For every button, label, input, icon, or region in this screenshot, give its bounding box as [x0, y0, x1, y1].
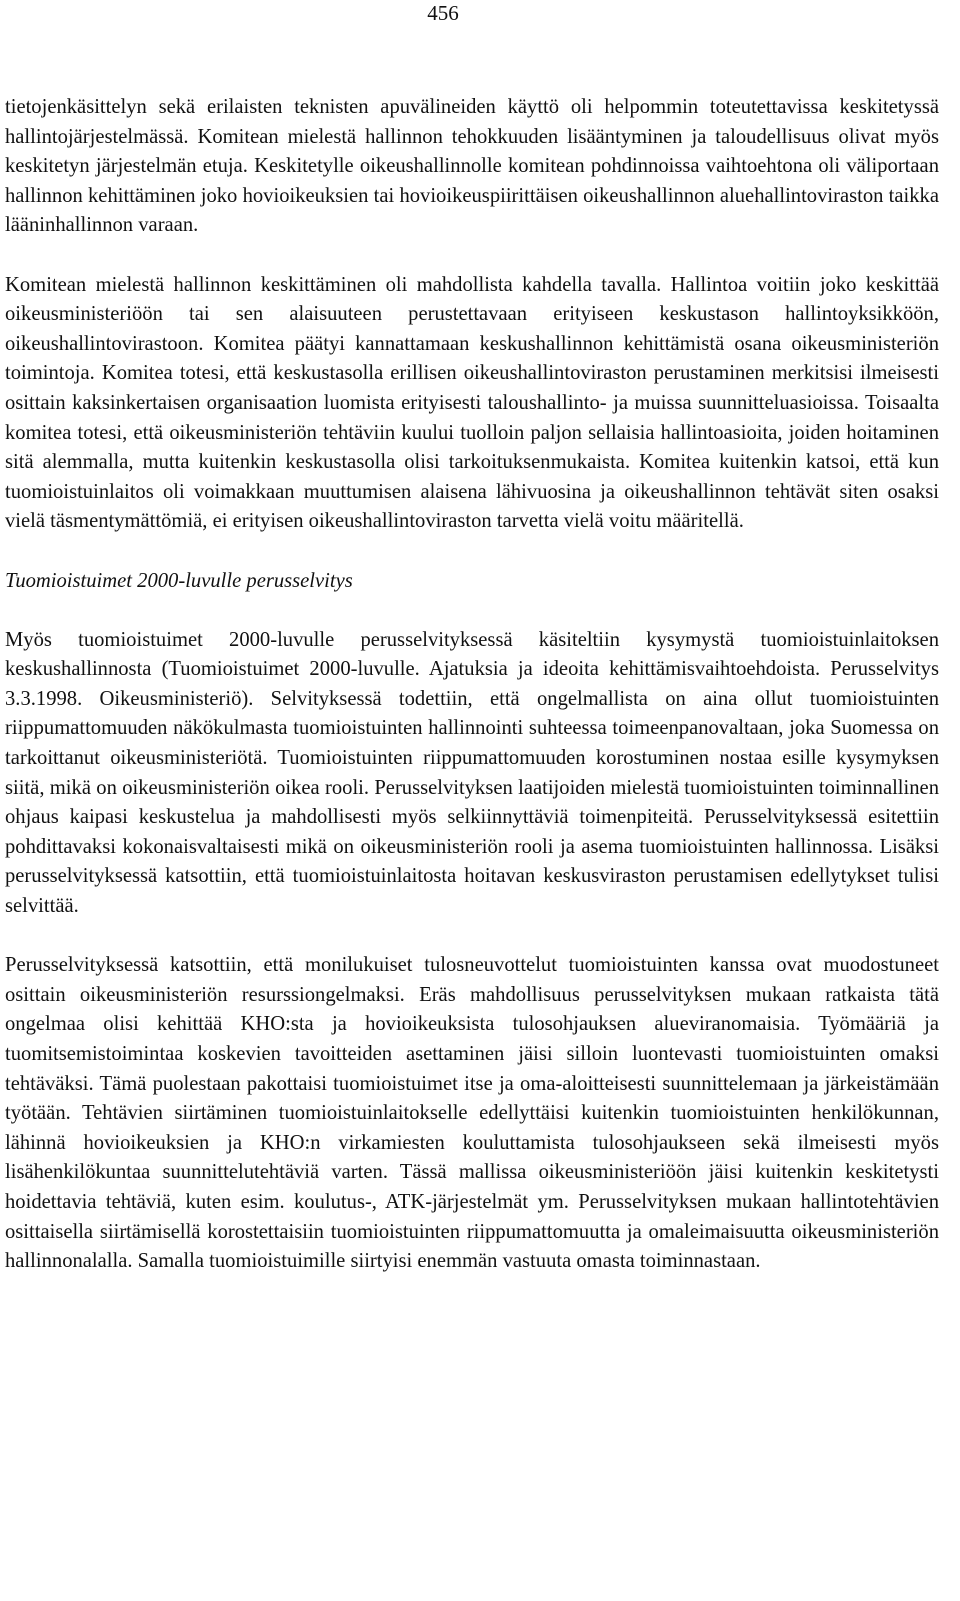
- paragraph-3: Myös tuomioistuimet 2000-luvulle perusselvityksessä käsiteltiin kysymystä tuomioistuinlaitoksen keskushallinnosta (Tuomioistuimet 2000-luvulle. Ajatuksia ja ideoita kehittämisvaihtoehdoista. Perusselvitys 3.3.1998. Oikeusministeriö). Selvityksessä todettiin, että ongelmallista on aina ollut tuomioistuinten riippumattomuuden näkökulmasta tuomioistuinten hallinnointi suhteessa toimeenpanovaltaan, joka Suomessa on tarkoittanut oikeusministeriötä. Tuomioistuinten riippumattomuuden korostuminen nostaa esille kysymyksen siitä, mikä on oikeusministeriön oikea rooli. Perusselvityksen laatijoiden mielestä tuomioistuinten toiminnallinen ohjaus kaipasi keskustelua ja mahdollisesti myös selkiinnyttäviä toimenpiteitä. Perusselvityksessä esitettiin pohdittavaksi kokonaisvaltaisesti mikä on oikeusministeriön rooli ja asema tuomioistuinten hallinnossa. Lisäksi perusselvityksessä katsottiin, että tuomioistuinlaitosta hoitavan keskusviraston perustamisen edellytykset tulisi selvittää.: [5, 628, 939, 918]
- paragraph-gap: [5, 241, 939, 271]
- paragraph-gap: [5, 922, 939, 952]
- document-body: [5, 93, 939, 1277]
- paragraph-gap: [5, 537, 939, 567]
- paragraph-gap: [5, 596, 939, 626]
- paragraph-1: tietojenkäsittelyn sekä erilaisten teknisten apuvälineiden käyttö oli helpommin toteutettavissa keskitetyssä hallintojärjestelmässä. Komitean mielestä hallinnon tehokkuuden lisääntyminen ja taloudellisuus olivat myös keskitetyn järjestelmän etuja. Keskitetylle oikeushallinnolle komitean pohdinnoissa vaihtoehtona oli väliportaan hallinnon kehittäminen joko hovioikeuksien tai hovioikeuspiirittäisen oikeushallinnon aluehallintoviraston taikka lääninhallinnon varaan.: [5, 96, 939, 237]
- paragraph-4: Perusselvityksessä katsottiin, että monilukuiset tulosneuvottelut tuomioistuinten kanssa ovat muodostuneet osittain oikeusministeriön resurssiongelmaksi. Eräs mahdollisuus perusselvityksen mukaan ratkaista tätä ongelmaa olisi kehittää KHO:sta ja hovioikeuksista tulosohjauksen alueviranomaisia. Työmääriä ja tuomitsemistoimintaa koskevien tavoitteiden asettaminen jäisi silloin luontevasti tuomioistuinten omaksi tehtäväksi. Tämä puolestaan pakottaisi tuomioistuimet itse ja oma-aloitteisesti suunnittelemaan ja järkeistämään työtään. Tehtävien siirtäminen tuomioistuinlaitokselle edellyttäisi kuitenkin tuomioistuinten henkilökunnan, lähinnä hovioikeuksien ja KHO:n virkamiesten kouluttamista tulosohjaukseen sekä ilmeisesti myös lisähenkilökuntaa suunnittelutehtäviä varten. Tässä mallissa oikeusministeriöön jäisi kuitenkin keskitetysti hoidettavia tehtäviä, kuten esim. koulutus-, ATK-järjestelmät ym. Perusselvityksen mukaan hallintotehtävien osittaisella siirtämisellä korostettaisiin tuomioistuinten riippumattomuutta ja omaleimaisuutta oikeusministeriön hallinnonalalla. Samalla tuomioistuimille siirtyisi enemmän vastuuta omasta toiminnastaan.: [5, 954, 939, 1273]
- page-number: 456: [427, 1, 459, 25]
- paragraph-2: Komitean mielestä hallinnon keskittäminen oli mahdollista kahdella tavalla. Hallintoa voitiin joko keskittää oikeusministeriöön tai sen alaisuuteen perustettavaan erityiseen keskustason hallintoyksikköön, oikeushallintovirastoon. Komitea päätyi kannattamaan keskushallinnon kehittämistä osana oikeusministeriön toimintoja. Komitea totesi, että keskustasolla erillisen oikeushallintoviraston perustaminen merkitsisi ilmeisesti osittain kaksinkertaisen organisaation luomista erityisesti taloushallinto- ja muissa suunnitteluasioissa. Toisaalta komitea totesi, että oikeusministeriön tehtäviin kuului tuolloin paljon sellaisia hallintoasioita, joiden hoitaminen sitä alemmalla, mutta kuitenkin keskustasolla olisi tarkoituksenmukaista. Komitea kuitenkin katsoi, että kun tuomioistuinlaitos oli voimakkaan muuttumisen alaisena lähivuosina ja oikeushallinnon tehtävät siten osaksi vielä täsmentymättömiä, ei erityisen oikeushallintoviraston tarvetta vielä voitu määritellä.: [5, 273, 939, 533]
- section-heading: Tuomioistuimet 2000-luvulle perusselvitys: [5, 569, 353, 592]
